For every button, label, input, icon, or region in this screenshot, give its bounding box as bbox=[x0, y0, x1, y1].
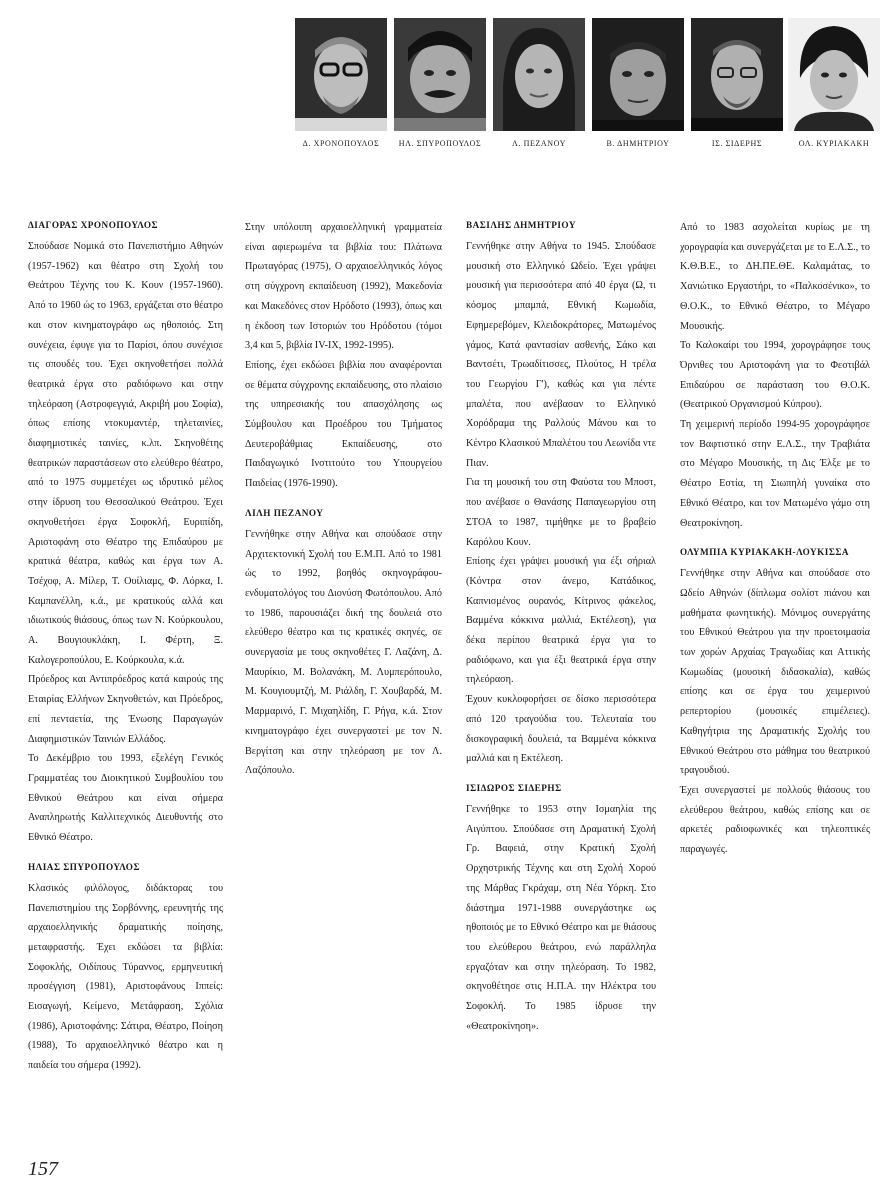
portrait-caption: ΟΛ. ΚΥΡΙΑΚΑΚΗ bbox=[798, 139, 870, 148]
bio-heading: ΔΙΑΓΟΡΑΣ ΧΡΟΝΟΠΟΥΛΟΣ bbox=[28, 220, 158, 230]
portrait-photo bbox=[788, 18, 880, 131]
bio-heading: ΛΙΛΗ ΠΕΖΑΝΟΥ bbox=[245, 507, 324, 518]
portrait-caption: Δ. ΧΡΟΝΟΠΟΥΛΟΣ bbox=[302, 139, 380, 148]
bio-paragraph: Από το 1983 ασχολείται κυρίως με τη χορογραφία και συνεργάζεται με το Ε.Λ.Σ., το Κ.Θ.Β.Ε., το ΔΗ.ΠΕ.ΘΕ. Καλαμάτας, το Χανιώτικο Εργαστήρι, το «Παλκοσένικο», το Θ.Ο.Κ., το Εθνικό Θέατρο, το Μέγαρο Μουσικής. bbox=[680, 222, 870, 332]
text-column-2 bbox=[245, 218, 442, 781]
portrait-photo bbox=[493, 18, 585, 131]
bio-heading: ΙΣΙΔΩΡΟΣ ΣΙΔΕΡΗΣ bbox=[466, 782, 562, 793]
bio-paragraph: Σπούδασε Νομικά στο Πανεπιστήμιο Αθηνών (1957-1962) και θέατρο στη Σχολή του Θεάτρου Τέχνης του Κ. Κουν (1957-1960). Από το 1960 ώς το 1963, εργάζεται στο θέατρο και στον κινηματογράφο ως ηθοποιός. Στη συνέχεια, έφυγε για το Παρίσι, όπου συνέχισε τις σπουδές του. Έχει σκηνοθετήσει πολλά θεατρικά έργα στο ραδιόφωνο και στην τηλεόραση (Αστροφεγγιά, Ακριβή μου Σοφία), όπως επίσης ντοκυμαντέρ, τηλεταινίες, διαφημιστικές ταινίες, κ.λπ. Σκηνοθέτης θεατρικών παραστάσεων στο ελεύθερο θέατρο, από το 1975 συμμετέχει ως ιδρυτικό μέλος στην ίδρυση του Θεσσαλικού Θεάτρου. Έχει σκηνοθετήσει έργα Σοφοκλή, Ευριπίδη, Αριστοφάνη στο Θέατρο της Επιδαύρου με κρατικά θέατρα, καθώς και έργα των Α. Τσέχοφ, Α. Μίλερ, Τ. Ουίλιαμς, Φ. Λόρκα, Ι. Καμπανέλλη, κ.ά., με κρατικούς αλλά και ιδιωτικούς θιάσους, όπως των Ν. Κούρκουλου, Α. Βουγιουκλάκη, Ι. Φέρτη, Ξ. Καλογεροπούλου, Ε. Κούρκουλα, κ.ά. bbox=[28, 241, 223, 666]
bio-paragraph: Για τη μουσική του στη Φαύστα του Μποστ, που ανέβασε ο Θανάσης Παπαγεωργίου στη ΣΤΟΑ το 1987, τιμήθηκε με το βραβείο Καρόλου Κουν. bbox=[466, 477, 656, 548]
bio-paragraph: Γεννήθηκε στην Αθήνα και σπούδασε στην Αρχιτεκτονική Σχολή του Ε.Μ.Π. Από το 1981 ώς το 1992, βοηθός σκηνογράφου-ενδυματολόγος του Διονύση Φωτόπουλου. Από το 1986, παρουσιάζει δική της δουλειά στο ελεύθερο θέατρο και τις κρατικές σκηνές, σε συνεργασία με τους σκηνοθέτες Γ. Λαζάνη, Δ. Μαυρίκιο, Μ. Βολανάκη, Μ. Λυμπερόπουλο, Μ. Κουγιουμτζή, Μ. Ριάλδη, Γ. Χουβαρδά, Μ. Μαρμαρινό, Γ. Μιχαηλίδη, Γ. Ρήγα, κ.ά. Στον κινηματογράφο έχει συνεργαστεί με τον Ν. Βεργίτση και στην τηλεόραση με τον Λ. Λαζόπουλο. bbox=[245, 528, 442, 777]
bio-paragraph: Γεννήθηκε στην Αθήνα το 1945. Σπούδασε μουσική στο Ελληνικό Ωδείο. Έχει γράψει μουσική για περισσότερα από 40 έργα (Ω, τι κόσμος μπαμπά, Εθνική Κωμωδία, Εφημερεβόμεν, Κλειδοκράτορες, Ματωμένος γάμος, Κατά φαντασίαν ασθενής, Σάκο και Βαντσέτι, Τρωαδίτισσες, Πλούτος, Η τρέλα του Γεωργίου Γ'), καθώς και για πέντε μπαλέτα, που ανέβασαν το Ελληνικό Χορόδραμα της Ραλλούς Μάνου και το Κέντρο Κλασικού Μπαλέτου του Λεωνίδα ντε Πιαν. bbox=[466, 241, 656, 469]
portrait-sideris bbox=[691, 18, 783, 148]
text-column-4 bbox=[680, 218, 870, 860]
text-column-1 bbox=[28, 218, 223, 1072]
portrait-pezanou bbox=[493, 18, 585, 148]
bio-paragraph: Επίσης έχει γράψει μουσική για έξι σήριαλ (Κόντρα στον άνεμο, Κατάδικος, Καπνισμένος ουρανός, Κίτρινος φάκελος, Βαμμένα κόκκινα μαλλιά, Εκτέλεση), για δέκα περίπου θεατρικά έργα για το ραδιόφωνο, και για έξι θεατρικά έργα στην τηλεόραση. bbox=[466, 556, 656, 686]
bio-paragraph: Στην υπόλοιπη αρχαιοελληνική γραμματεία είναι αφιερωμένα τα βιβλία του: Πλάτωνα Πρωταγόρας (1975), Ο αρχαιοελληνικός λόγος στη σύγχρονη εκπαίδευση (1992), Μακεδονία και Μακεδόνες στον Ηρόδοτο (1993), όπως και η έκδοση των Ιστοριών του Ηρόδοτου (τόμοι 3,4 και 5, βιβλία IV-IX, 1992-1995). bbox=[245, 222, 442, 352]
portrait-caption: Λ. ΠΕΖΑΝΟΥ bbox=[511, 139, 567, 148]
bio-heading: ΒΑΣΙΛΗΣ ΔΗΜΗΤΡΙΟΥ bbox=[466, 220, 576, 230]
bio-paragraph: Γεννήθηκε στην Αθήνα και σπούδασε στο Ωδείο Αθηνών (δίπλωμα σολίστ πιάνου και μαθήματα φωνητικής). Μόνιμος συνεργάτης του Εθνικού Θεάτρου για την προετοιμασία των χορών Αρχαίας Τραγωδίας και Αττικής Κωμωδίας (μουσική διδασκαλία), καθώς επίσης και σε έργα του χειμερινού ρεπερτορίου (μουσικές επιμέλειες). Καθηγήτρια της Δραματικής Σχολής του Εθνικού Θεάτρου στο μάθημα του θεατρικού τραγουδιού. bbox=[680, 568, 870, 777]
portrait-photo bbox=[592, 18, 684, 131]
portrait-photo bbox=[394, 18, 486, 131]
bio-paragraph: Το Δεκέμβριο του 1993, εξελέγη Γενικός Γραμματέας του Διοικητικού Συμβουλίου του Εθνικού Θεάτρου και είναι σήμερα Αναπληρωτής Καλλιτεχνικός Διευθυντής στο Εθνικό Θέατρο. bbox=[28, 753, 223, 844]
text-column-3 bbox=[466, 218, 656, 1032]
bio-paragraph: Το Καλοκαίρι του 1994, χορογράφησε τους Όρνιθες του Αριστοφάνη για το Φεστιβάλ Επιδαύρου σε παράσταση του Θ.Ο.Κ. (Θεατρικού Οργανισμού Κύπρου). bbox=[680, 340, 870, 411]
bio-paragraph: Πρόεδρος και Αντιπρόεδρος κατά καιρούς της Εταιρίας Ελλήνων Σκηνοθετών, και Πρόεδρος, επί πενταετία, της Ένωσης Παραγωγών Διαφημιστικών Ταινιών Ελλάδος. bbox=[28, 674, 223, 745]
portrait-kyriakaki bbox=[788, 18, 880, 148]
bio-paragraph: Έχει συνεργαστεί με πολλούς θιάσους του ελεύθερου θεάτρου, καθώς επίσης και σε αρκετές ραδιοφωνικές και τηλεοπτικές παραγωγές. bbox=[680, 784, 870, 856]
bio-heading: ΗΛΙΑΣ ΣΠΥΡΟΠΟΥΛΟΣ bbox=[28, 861, 140, 872]
portrait-photo bbox=[295, 18, 387, 131]
page-number: 157 bbox=[28, 1158, 58, 1180]
portrait-caption: ΙΣ. ΣΙΔΕΡΗΣ bbox=[711, 139, 763, 148]
portrait-caption: ΗΛ. ΣΠΥΡΟΠΟΥΛΟΣ bbox=[398, 139, 482, 148]
bio-heading: ΟΛΥΜΠΙΑ ΚΥΡΙΑΚΑΚΗ-ΛΟΥΚΙΣΣΑ bbox=[680, 547, 850, 558]
bio-paragraph: Κλασικός φιλόλογος, διδάκτορας του Πανεπιστημίου της Σορβόννης, ερευνητής της αρχαιοελληνικής δραματικής ποίησης, μεταφραστής. Έχει εκδώσει τα βιβλία: Σοφοκλής, Οιδίπους Τύραννος, ερμηνευτική προσέγγιση (1981), Αριστοφάνους Ιππείς: Εισαγωγή, Κείμενο, Μετάφραση, Σχόλια (1986), Αριστοφάνης: Σάτιρα, Θέατρο, Ποίηση (1988), Το αρχαιοελληνικό θέατρο και η παιδεία του σήμερα (1992). bbox=[28, 882, 223, 1072]
bio-paragraph: Επίσης, έχει εκδώσει βιβλία που αναφέρονται σε θέματα σύγχρονης εκπαίδευσης, στο πλαίσιο της υπηρεσιακής του απασχόλησης ως Σύμβουλου και Προέδρου του Τμήματος Δευτεροβάθμιας Εκπαίδευσης, στο Παιδαγωγικό Ινστιτούτο του Υπουργείου Παιδείας (1976-1990). bbox=[245, 359, 442, 490]
bio-paragraph: Έχουν κυκλοφορήσει σε δίσκο περισσότερα από 120 τραγούδια του. Τελευταία του δισκογραφική δουλειά, τα Βαμμένα κόκκινα μαλλιά και η Εκτέλεση. bbox=[466, 694, 656, 765]
portrait-dimitriou bbox=[592, 18, 684, 148]
portrait-spyropoulos bbox=[394, 18, 486, 148]
bio-paragraph: Τη χειμερινή περίοδο 1994-95 χορογράφησε τον Βαφτιστικό στην Ε.Λ.Σ., την Τραβιάτα στο Μέγαρο Μουσικής, τη Δις Έλξε με το Θέατρο Εστία, τη Σιωπηλή γυναίκα στο Εθνικό Θέατρο, και τον Ματωμένο γάμο στη Θεατροκίνηση. bbox=[680, 419, 870, 529]
bio-paragraph: Γεννήθηκε το 1953 στην Ισμαηλία της Αιγύπτου. Σπούδασε στη Δραματική Σχολή Γρ. Βαφειά, στην Κρατική Σχολή Ορχηστρικής Τέχνης και στη Σχολή Χορού της Μάρθας Γκράχαμ, στη Νέα Υόρκη. Στο διάστημα 1971-1988 συνεργάστηκε ως ηθοποιός με το Εθνικό Θέατρο και με θιάσους του ελεύθερου θεάτρου, ενώ παράλληλα εργαζόταν και στην τηλεόραση. Το 1982, σκηνοθέτησε στις Η.Π.Α. την Ηλέκτρα του Σοφοκλή. Το 1985 ίδρυσε την «Θεατροκίνηση». bbox=[466, 803, 656, 1032]
portrait-strip bbox=[295, 18, 880, 168]
portrait-photo bbox=[691, 18, 783, 131]
portrait-caption: Β. ΔΗΜΗΤΡΙΟΥ bbox=[606, 139, 670, 148]
portrait-chronopoulos bbox=[295, 18, 387, 148]
